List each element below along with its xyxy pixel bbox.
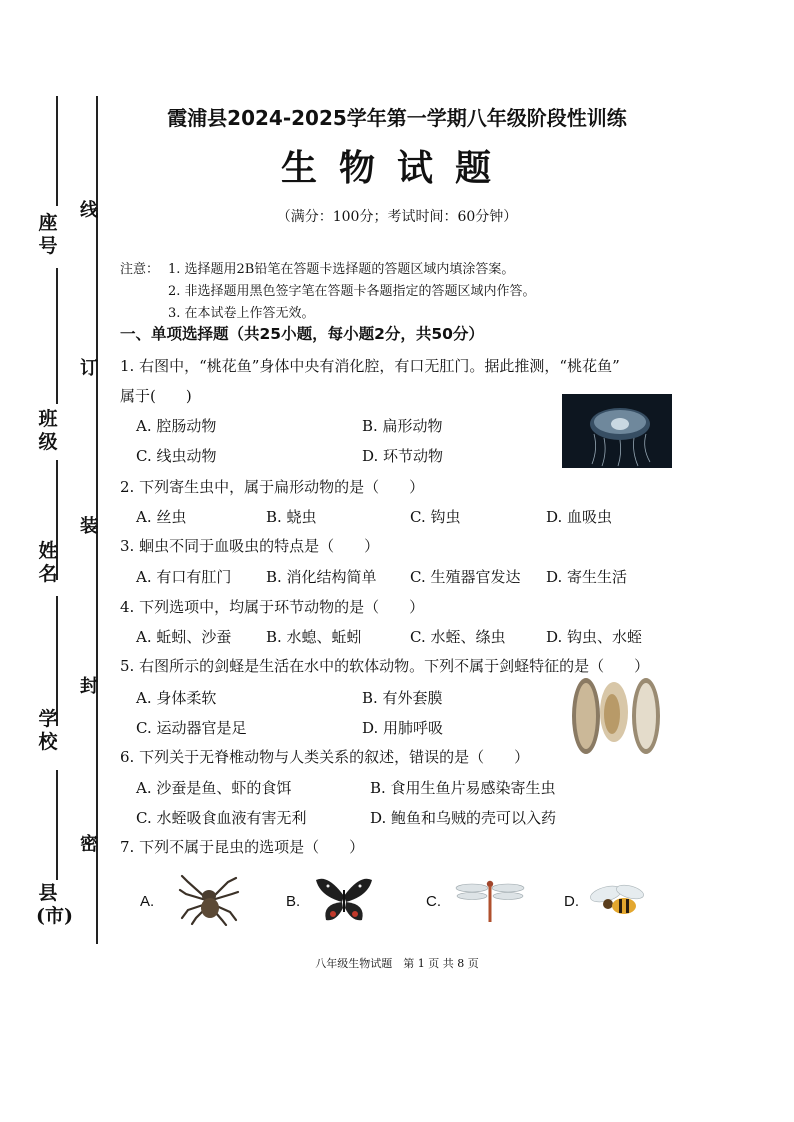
q5-option-c: C. 运动器官是足 xyxy=(136,719,247,737)
q7-option-d: D. xyxy=(564,893,579,910)
q7-option-c: C. xyxy=(426,893,441,910)
q3-option-b: B. 消化结构简单 xyxy=(266,568,377,586)
seat-number-label: 座号 xyxy=(38,212,58,257)
q3-option-d: D. 寄生生活 xyxy=(546,568,628,586)
county-label: 县(市) xyxy=(36,882,73,927)
question-3-stem: 3. 蛔虫不同于血吸虫的特点是（ ） xyxy=(120,537,380,555)
note-item-3: 3. 在本试卷上作答无效。 xyxy=(168,306,315,321)
q6-option-a: A. 沙蚕是鱼、虾的食饵 xyxy=(136,779,292,797)
exam-title: 霞浦县2024-2025学年第一学期八年级阶段性训练 xyxy=(167,106,627,130)
spider-image xyxy=(178,874,240,926)
q1-option-c: C. 线虫动物 xyxy=(136,447,217,465)
q1-option-d: D. 环节动物 xyxy=(362,447,444,465)
note-item-2: 2. 非选择题用黑色签字笔在答题卡各题指定的答题区域内作答。 xyxy=(168,284,536,299)
q1-option-b: B. 扁形动物 xyxy=(362,417,443,435)
question-2-stem: 2. 下列寄生虫中，属于扁形动物的是（ ） xyxy=(120,478,425,496)
q3-option-a: A. 有口有肛门 xyxy=(136,568,232,586)
q2-option-c: C. 钩虫 xyxy=(410,508,461,526)
q6-option-b: B. 食用生鱼片易感染寄生虫 xyxy=(370,779,556,797)
question-4-stem: 4. 下列选项中，均属于环节动物的是（ ） xyxy=(120,598,425,616)
q2-option-b: B. 蛲虫 xyxy=(266,508,317,526)
q5-option-a: A. 身体柔软 xyxy=(136,689,217,707)
question-1-stem: 1. 右图中，“桃花鱼”身体中央有消化腔，有口无肛门。据此推测，“桃花鱼” xyxy=(120,357,620,375)
q5-option-b: B. 有外套膜 xyxy=(362,689,443,707)
jellyfish-image xyxy=(562,394,672,468)
class-label: 班级 xyxy=(38,408,58,453)
q6-option-d: D. 鲍鱼和乌贼的壳可以入药 xyxy=(370,809,557,827)
school-blank xyxy=(56,596,58,726)
school-label: 学校 xyxy=(38,708,58,753)
q7-option-b: B. xyxy=(286,893,301,910)
question-6-stem: 6. 下列关于无脊椎动物与人类关系的叙述，错误的是（ ） xyxy=(120,748,530,766)
section-heading: 一、单项选择题（共25小题，每小题2分，共50分） xyxy=(120,325,484,343)
q4-option-c: C. 水蛭、绦虫 xyxy=(410,628,506,646)
page-footer: 八年级生物试题 第 1 页 共 8 页 xyxy=(315,957,479,970)
q7-option-a: A. xyxy=(140,893,155,910)
seal-char-bind: 订 xyxy=(80,358,98,379)
question-1-stem-2: 属于( ) xyxy=(120,387,192,405)
name-label: 姓名 xyxy=(38,540,58,585)
q5-option-d: D. 用肺呼吸 xyxy=(362,719,444,737)
butterfly-image xyxy=(314,874,374,926)
seal-char-staple: 装 xyxy=(80,516,98,537)
bee-image xyxy=(586,876,650,926)
notes-prefix: 注意： xyxy=(120,262,160,277)
razor-clam-image xyxy=(566,674,666,756)
q4-option-d: D. 钩虫、水蛭 xyxy=(546,628,643,646)
dragonfly-image xyxy=(454,876,526,924)
county-blank xyxy=(56,770,58,880)
q4-option-b: B. 水螅、蚯蚓 xyxy=(266,628,362,646)
q6-option-c: C. 水蛭吸食血液有害无利 xyxy=(136,809,307,827)
exam-info: （满分：100分；考试时间：60分钟） xyxy=(276,209,518,225)
subject-title: 生物试题 xyxy=(280,148,513,189)
class-blank xyxy=(56,268,58,404)
q3-option-c: C. 生殖器官发达 xyxy=(410,568,521,586)
q2-option-d: D. 血吸虫 xyxy=(546,508,613,526)
question-5-stem: 5. 右图所示的剑蛏是生活在水中的软体动物。下列不属于剑蛏特征的是（ ） xyxy=(120,657,650,675)
q2-option-a: A. 丝虫 xyxy=(136,508,187,526)
q4-option-a: A. 蚯蚓、沙蚕 xyxy=(136,628,232,646)
seal-char-secret: 密 xyxy=(80,834,98,855)
seal-char-seal: 封 xyxy=(80,676,98,697)
note-item-1: 1. 选择题用2B铅笔在答题卡选择题的答题区域内填涂答案。 xyxy=(168,262,515,277)
question-7-stem: 7. 下列不属于昆虫的选项是（ ） xyxy=(120,838,365,856)
q1-option-a: A. 腔肠动物 xyxy=(136,417,217,435)
seal-char-line: 线 xyxy=(80,200,98,221)
